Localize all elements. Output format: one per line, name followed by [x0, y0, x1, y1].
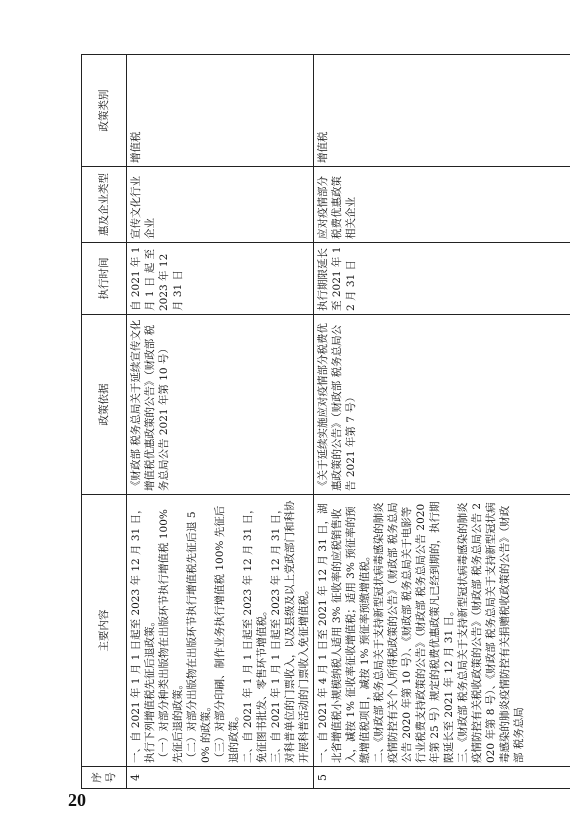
row-period: 自 2021 年 1 月 1 日 起 至 2023 年 12 月 31 日 — [127, 243, 314, 315]
row-period: 执行期限延长至 2021 年 12 月 31 日 — [314, 243, 570, 315]
header-content: 主要内容 — [82, 495, 127, 767]
row-number: 5 — [314, 767, 570, 789]
table-row — [127, 55, 314, 789]
content-paragraph: （一）对部分种类出版物在出版环节执行增值税 100% 先征后退的政策。 — [158, 509, 184, 763]
row-content — [127, 495, 314, 767]
row-applicable: 应对疫情部分税费优惠政策相关企业 — [314, 167, 570, 243]
row-content — [314, 495, 570, 767]
rotated-table-container — [81, 55, 567, 789]
header-applicable: 惠及企业类型 — [82, 167, 127, 243]
header-basis: 政策依据 — [82, 315, 127, 495]
table-row — [314, 55, 570, 789]
row-number: 4 — [127, 767, 314, 789]
header-period: 执行时间 — [82, 243, 127, 315]
row-category: 增值税 — [314, 55, 570, 167]
content-paragraph: 三、自 2021 年 1 月 1 日起至 2023 年 12 月 31 日，对科普单位的门票收入，以及县级及以上党政部门和科协开展科普活动的门票收入免征增值税。 — [270, 500, 310, 763]
row-basis: 《关于延续实施应对疫情部分税费优惠政策的公告》（财政部 税务总局公告 2021 年第 7 号） — [314, 315, 570, 495]
content-paragraph: （二）对部分出版物在出版环节执行增值税先征后退 50% 的政策。 — [186, 511, 212, 763]
content-paragraph: 一、自 2021 年 1 月 1 日起至 2023 年 12 月 31 日，执行下列增值税先征后退政策。 — [130, 503, 156, 763]
header-num: 序号 — [82, 767, 127, 789]
page-number: 20 — [68, 790, 86, 810]
policy-table — [81, 54, 570, 789]
row-basis: 《财政部 税务总局关于延续宣传文化增值税优惠政策的公告》（财政部 税务总局公告 2021 年第 10 号） — [127, 315, 314, 495]
table-header-row — [82, 55, 127, 789]
content-paragraph: 一、自 2021 年 4 月 1 日至 2021 年 12 月 31 日，湖北省增值税小规模纳税人适用 3% 征收率的应税销售收入，减按 1% 征收率征收增值税；适用 3% 预征率的预缴增值税项目，减按 1% 预征率预缴增值税。 — [317, 503, 371, 763]
content-paragraph: 三、《财政部 税务总局关于支持新型冠状病毒感染的肺炎疫情防控有关税收政策的公告》（财政部 税务总局公告 2020 年第 8 号）、《财政部 税务总局关于支持新型冠状病毒感染的肺炎疫情防控有关捐赠税收政策的公告》（财政部 税务总局 — [457, 502, 525, 763]
content-paragraph: 二、《财政部 税务总局关于支持新型冠状病毒感染的肺炎疫情防控有关个人所得税政策的公告》（财政部 税务总局公告 2020 年第 10 号）、《财政部 税务总局关于电影等行业税费支持政策的公告》（财政部 税务总局公告 2020 年第 25 号）规定的税费优惠政策凡已经到期的，执行期限延长至 2021 年 12 月 31 日。 — [373, 501, 455, 763]
row-applicable: 宣传文化行业企业 — [127, 167, 314, 243]
content-paragraph: （三）对部分印刷、制作业务执行增值税 100% 先征后退的政策。 — [214, 505, 240, 763]
content-paragraph: 二、自 2021 年 1 月 1 日起至 2023 年 12 月 31 日，免征图书批发、零售环节增值税。 — [242, 503, 268, 763]
row-category: 增值税 — [127, 55, 314, 167]
header-category: 政策类别 — [82, 55, 127, 167]
